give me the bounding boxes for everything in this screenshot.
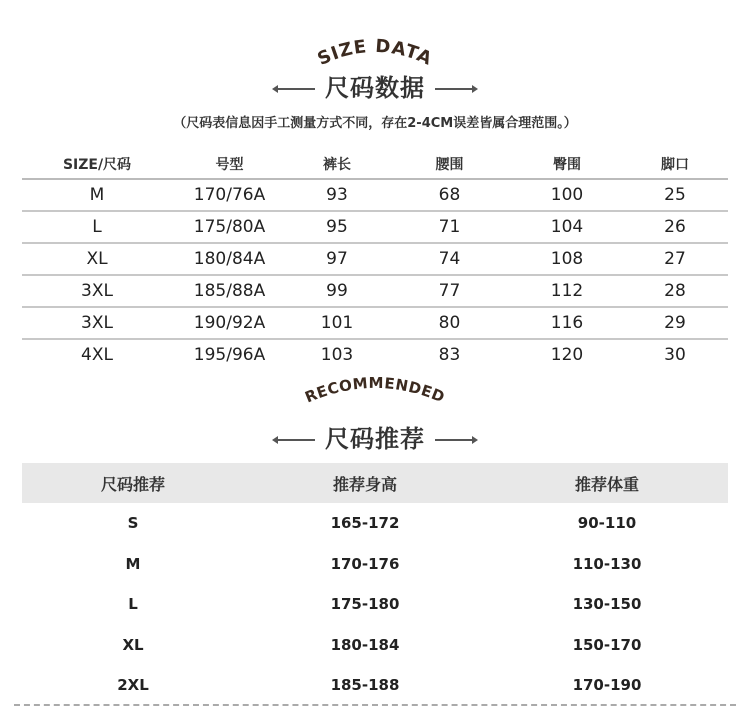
table-row bbox=[22, 625, 728, 666]
cell-model: 180/84A bbox=[193, 249, 266, 269]
cell-height: 170-176 bbox=[330, 554, 400, 573]
size-data-title-text: 尺码数据 bbox=[325, 74, 425, 102]
decorative-line-left bbox=[275, 439, 315, 441]
cell-height: 175-180 bbox=[330, 595, 400, 614]
cell-hip: 100 bbox=[550, 185, 584, 205]
cell-length: 93 bbox=[326, 185, 348, 205]
cell-hip: 104 bbox=[550, 217, 584, 237]
cell-size: 2XL bbox=[117, 676, 149, 695]
cell-weight: 150-170 bbox=[572, 635, 642, 654]
cell-size: 3XL bbox=[81, 281, 113, 301]
size-table-header bbox=[22, 150, 728, 180]
size-data-banner-text: SIZE DATA bbox=[314, 35, 436, 70]
cell-size: M bbox=[89, 185, 105, 205]
cell-size: 3XL bbox=[81, 313, 113, 333]
table-row bbox=[22, 665, 728, 706]
cell-length: 99 bbox=[326, 281, 348, 301]
header-recommended-size: 尺码推荐 bbox=[100, 474, 165, 494]
cell-hem: 25 bbox=[664, 185, 686, 205]
cell-model: 185/88A bbox=[193, 281, 266, 301]
header-hem: 脚口 bbox=[661, 157, 689, 173]
cell-waist: 68 bbox=[438, 185, 461, 205]
recommended-banner bbox=[0, 366, 750, 410]
table-row bbox=[22, 212, 728, 244]
recommended-banner-text: RECOMMENDED bbox=[302, 373, 448, 407]
header-length: 裤长 bbox=[323, 157, 351, 173]
cell-size: L bbox=[128, 595, 138, 614]
cell-size: L bbox=[92, 217, 102, 237]
cell-waist: 74 bbox=[438, 249, 461, 269]
cell-model: 190/92A bbox=[193, 313, 266, 333]
header-model: 号型 bbox=[215, 157, 244, 173]
header-recommended-height: 推荐身高 bbox=[332, 474, 397, 494]
cell-model: 175/80A bbox=[193, 217, 266, 237]
cell-model: 170/76A bbox=[193, 185, 266, 205]
size-data-title bbox=[0, 68, 750, 103]
cell-size: S bbox=[127, 514, 139, 533]
cell-height: 180-184 bbox=[330, 635, 400, 654]
decorative-line-left bbox=[275, 88, 315, 90]
cell-size: 4XL bbox=[81, 345, 113, 365]
header-size: SIZE/尺码 bbox=[62, 157, 132, 173]
measurement-note: （尺码表信息因手工测量方式不同，存在2-4CM误差皆属合理范围。） bbox=[173, 116, 577, 131]
decorative-line-right bbox=[435, 439, 475, 441]
cell-waist: 77 bbox=[438, 281, 461, 301]
cell-weight: 90-110 bbox=[577, 514, 637, 533]
cell-waist: 80 bbox=[438, 313, 461, 333]
cell-hip: 108 bbox=[550, 249, 584, 269]
cell-waist: 71 bbox=[438, 217, 461, 237]
table-row bbox=[22, 244, 728, 276]
cell-weight: 110-130 bbox=[572, 554, 642, 573]
cell-height: 185-188 bbox=[330, 676, 400, 695]
cell-hem: 27 bbox=[664, 249, 686, 269]
header-recommended-weight: 推荐体重 bbox=[574, 474, 639, 494]
cell-length: 95 bbox=[326, 217, 348, 237]
table-row bbox=[22, 544, 728, 585]
recommend-title-text: 尺码推荐 bbox=[325, 425, 425, 453]
size-data-banner bbox=[0, 22, 750, 72]
cell-size: XL bbox=[86, 249, 108, 269]
cell-hem: 26 bbox=[664, 217, 686, 237]
decorative-line-right bbox=[435, 88, 475, 90]
header-hip: 臀围 bbox=[553, 157, 581, 173]
table-row bbox=[22, 503, 728, 544]
cell-size: XL bbox=[122, 635, 144, 654]
cell-size: M bbox=[125, 554, 141, 573]
cell-hem: 28 bbox=[664, 281, 686, 301]
size-data-table bbox=[22, 150, 728, 370]
cell-weight: 130-150 bbox=[572, 595, 642, 614]
table-row bbox=[22, 584, 728, 625]
table-row bbox=[22, 276, 728, 308]
recommend-table-header bbox=[22, 463, 728, 503]
cell-length: 97 bbox=[326, 249, 348, 269]
recommend-title bbox=[0, 419, 750, 454]
table-row bbox=[22, 180, 728, 212]
cell-hip: 116 bbox=[550, 313, 584, 333]
cell-weight: 170-190 bbox=[572, 676, 642, 695]
cell-hip: 112 bbox=[550, 281, 584, 301]
cell-hip: 120 bbox=[550, 345, 584, 365]
cell-model: 195/96A bbox=[193, 345, 266, 365]
cell-waist: 83 bbox=[438, 345, 461, 365]
cell-length: 101 bbox=[320, 313, 354, 333]
cell-hem: 29 bbox=[664, 313, 686, 333]
recommend-table bbox=[22, 463, 728, 706]
dashed-divider bbox=[14, 704, 736, 706]
cell-length: 103 bbox=[320, 345, 354, 365]
cell-height: 165-172 bbox=[330, 514, 400, 533]
cell-hem: 30 bbox=[664, 345, 686, 365]
table-row bbox=[22, 308, 728, 340]
header-waist: 腰围 bbox=[435, 157, 464, 173]
